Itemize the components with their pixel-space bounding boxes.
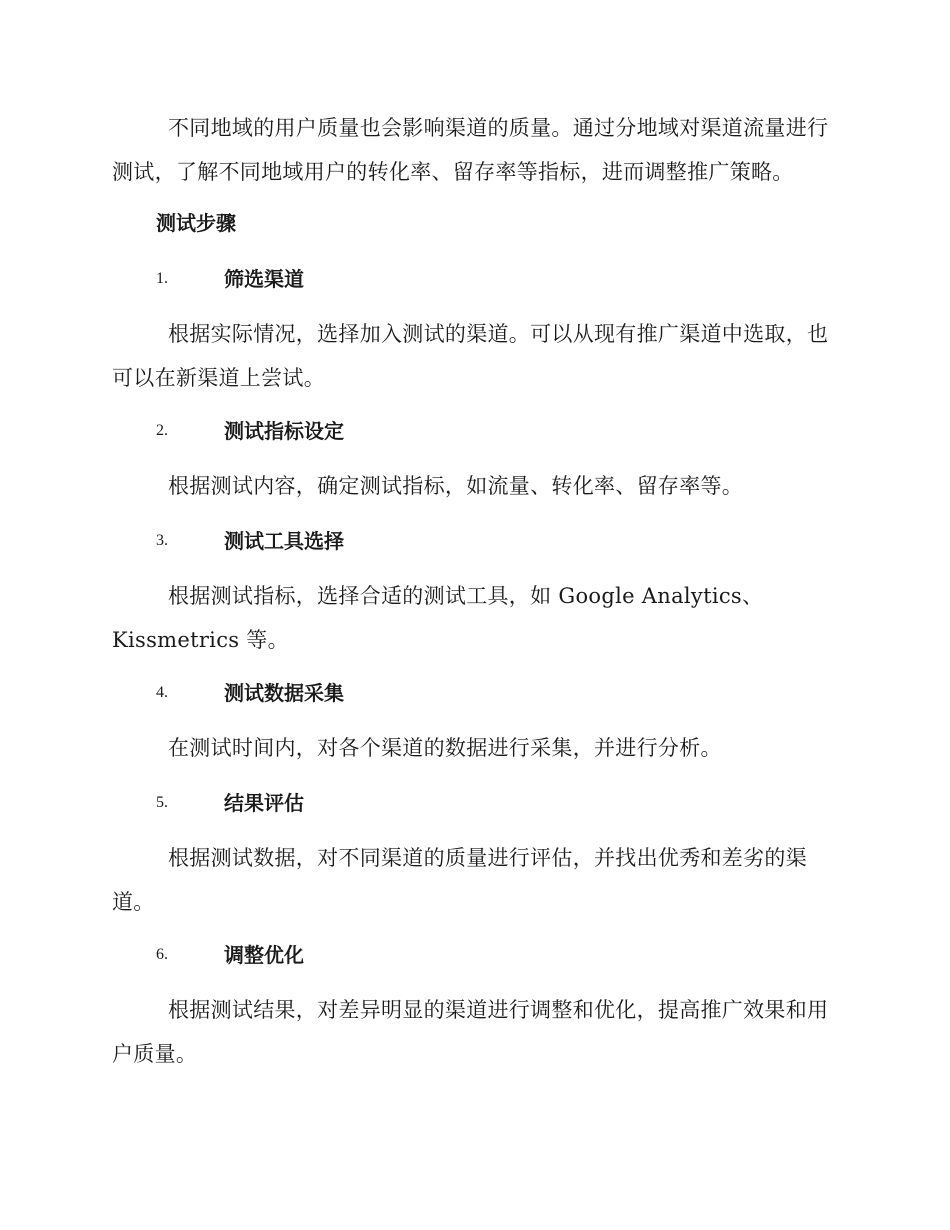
section-title: 测试步骤 bbox=[156, 211, 236, 235]
step-title: 结果评估 bbox=[224, 791, 304, 815]
step-body-2: 根据测试内容，确定测试指标，如流量、转化率、留存率等。 bbox=[168, 474, 744, 498]
step-number: 4. bbox=[156, 684, 168, 701]
step-title: 测试工具选择 bbox=[224, 529, 344, 553]
step-number: 2. bbox=[156, 422, 168, 439]
step-title: 测试数据采集 bbox=[224, 681, 344, 705]
step-body-6: 根据测试结果，对差异明显的渠道进行调整和优化，提高推广效果和用户质量。 bbox=[112, 998, 829, 1066]
step-body-4: 在测试时间内，对各个渠道的数据进行采集，并进行分析。 bbox=[168, 736, 722, 760]
step-number: 5. bbox=[156, 794, 168, 811]
step-body-1: 根据实际情况，选择加入测试的渠道。可以从现有推广渠道中选取，也可以在新渠道上尝试。 bbox=[112, 322, 829, 390]
step-number: 1. bbox=[156, 270, 168, 287]
step-title: 测试指标设定 bbox=[224, 419, 344, 443]
intro-paragraph: 不同地域的用户质量也会影响渠道的质量。通过分地域对渠道流量进行测试，了解不同地域用户的转化率、留存率等指标，进而调整推广策略。 bbox=[112, 116, 829, 184]
step-title: 筛选渠道 bbox=[224, 267, 304, 291]
step-body-5: 根据测试数据，对不同渠道的质量进行评估，并找出优秀和差劣的渠道。 bbox=[112, 846, 807, 914]
step-title: 调整优化 bbox=[224, 943, 304, 967]
step-number: 6. bbox=[156, 946, 168, 963]
step-body-3: 根据测试指标，选择合适的测试工具，如 Google Analytics、Kissmetrics 等。 bbox=[112, 584, 764, 652]
step-number: 3. bbox=[156, 532, 168, 549]
